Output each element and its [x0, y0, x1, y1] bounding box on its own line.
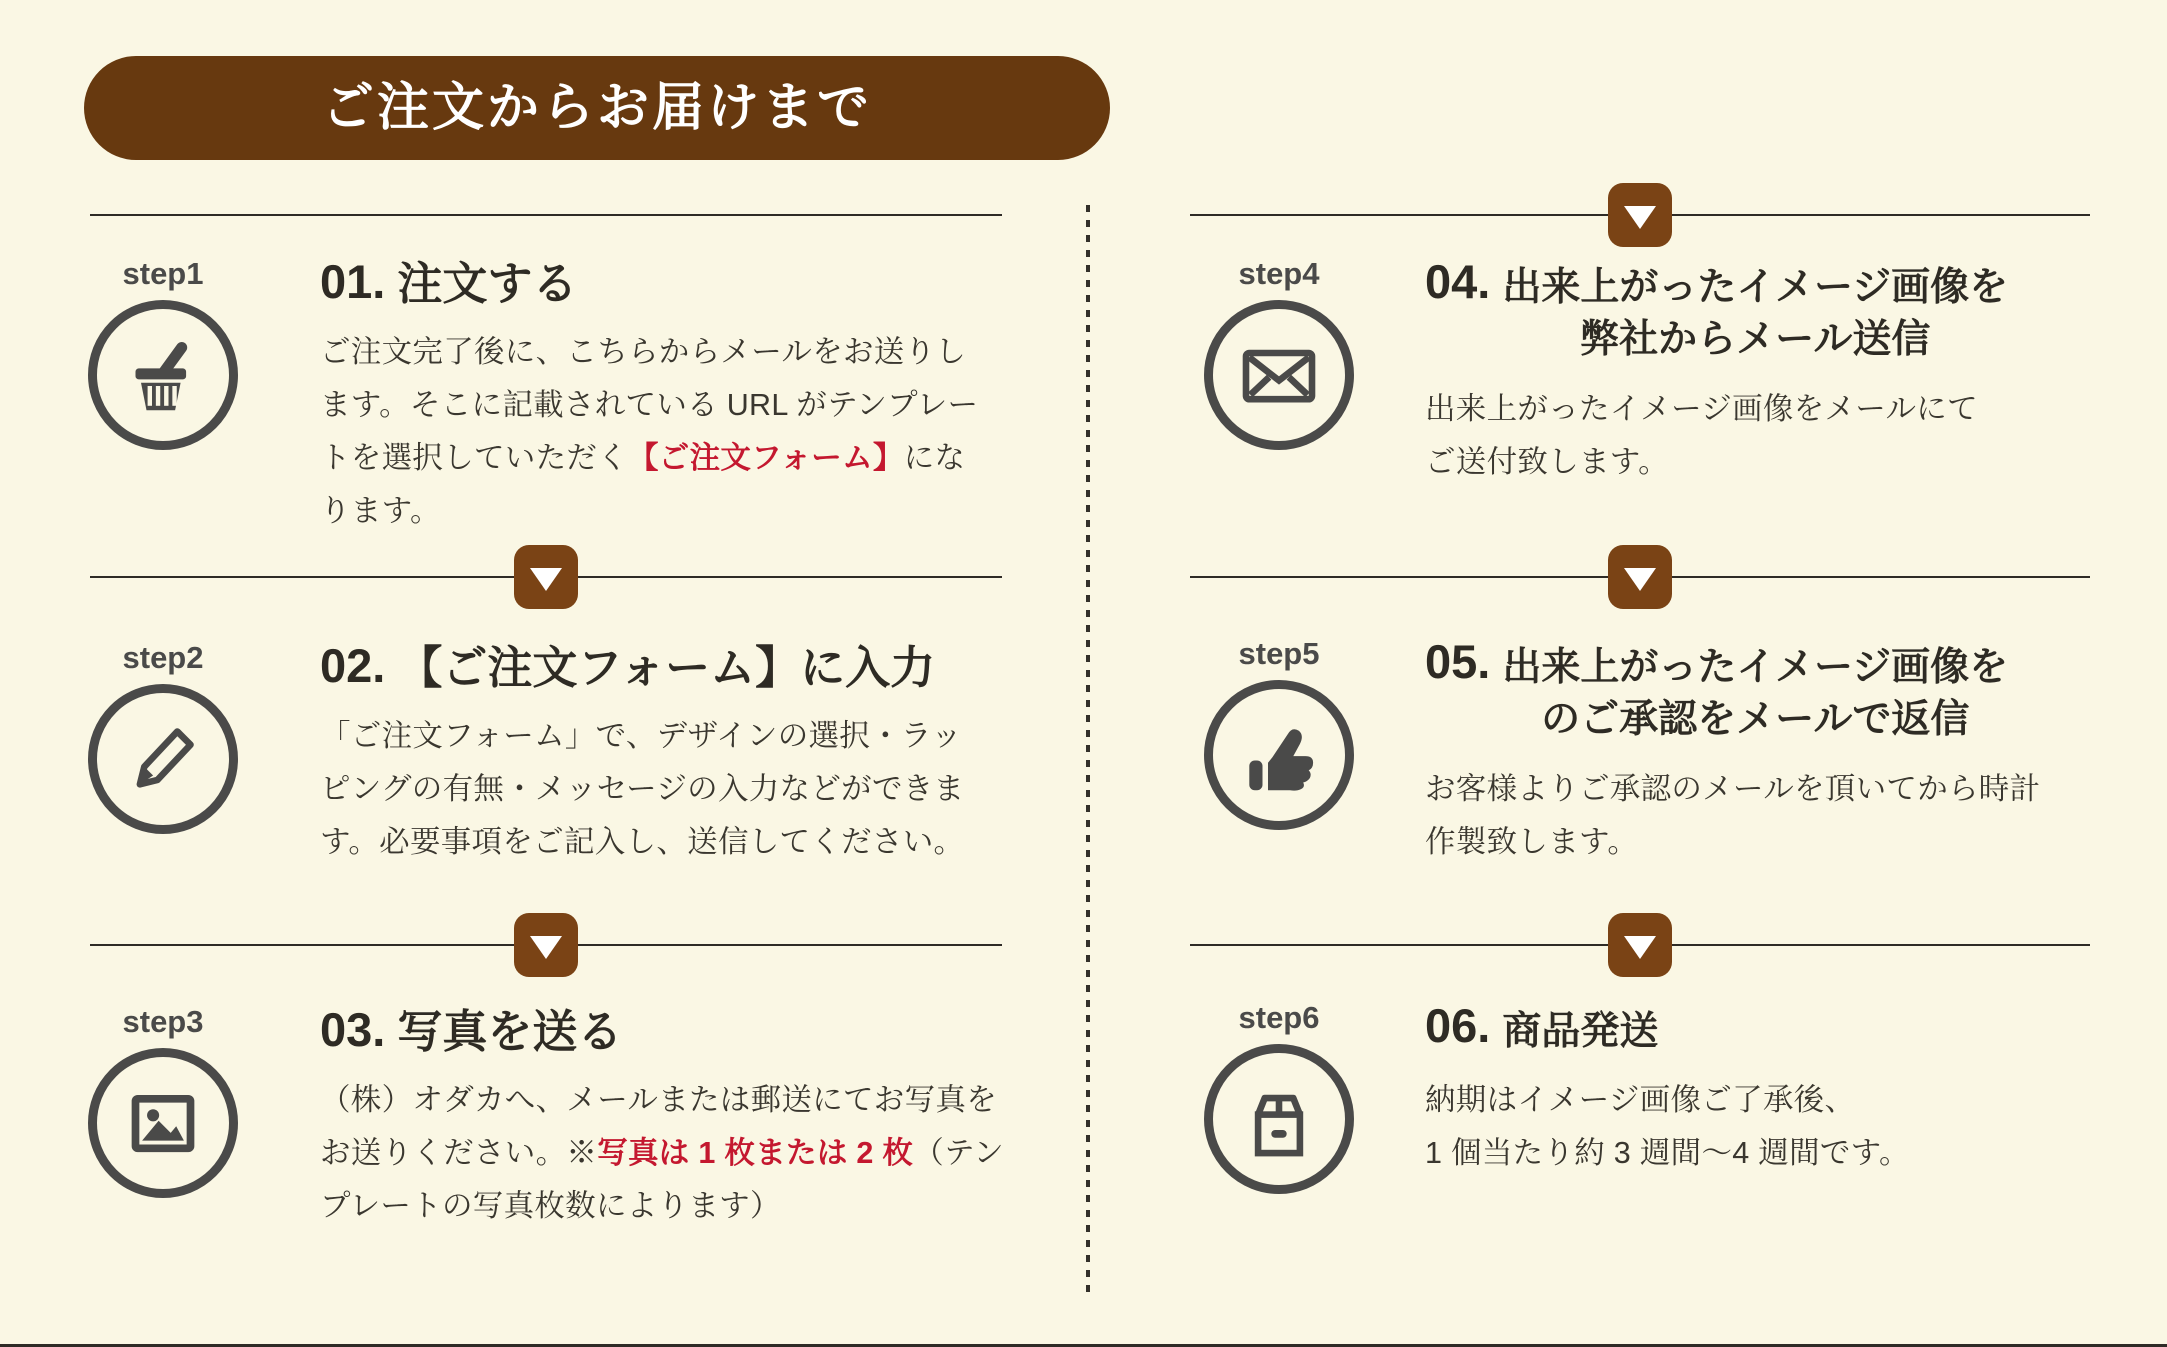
step-3-block: [88, 1004, 1020, 1233]
step-title-line1: 出来上がったイメージ画像を: [1502, 266, 2009, 309]
package-box-icon: [1204, 1044, 1354, 1194]
body-text: 納期はイメージ画像ご了承後、: [1425, 1083, 1856, 1118]
body-text: ります。: [320, 493, 441, 528]
step-label: step3: [122, 1004, 204, 1039]
pencil-icon: [88, 684, 238, 834]
step-label: step6: [1238, 1000, 1320, 1035]
step-number: 02.: [320, 639, 386, 692]
down-arrow-icon: [514, 913, 578, 977]
step-number: 01.: [320, 255, 386, 308]
body-text: お送りください。※: [320, 1135, 598, 1170]
step-2-block: [88, 640, 1020, 869]
step-number: 04.: [1425, 255, 1491, 308]
page-title: ご注文からお届けまで: [84, 56, 1110, 160]
step-1-content: [320, 256, 1020, 538]
step-title: [1502, 636, 2008, 747]
step-1-badge: [88, 256, 238, 450]
down-arrow-icon: [1608, 913, 1672, 977]
step-4-heading: [1425, 256, 2145, 367]
body-text: ピングの有無・メッセージの入力などができま: [320, 771, 965, 806]
step-4-body: [1425, 383, 2145, 489]
step-3-body: [320, 1074, 1020, 1233]
dotted-divider: [1086, 205, 1090, 1297]
step-label: step2: [122, 640, 204, 675]
body-text: 出来上がったイメージ画像をメールにて: [1425, 391, 1978, 426]
step-2-content: [320, 640, 1020, 869]
photo-icon: [88, 1048, 238, 1198]
step-title-line2: のご承認をメールで返信: [1541, 698, 1970, 742]
step-number: 05.: [1425, 635, 1491, 688]
down-arrow-icon: [1608, 545, 1672, 609]
thumbs-up-icon: [1204, 680, 1354, 830]
step-title: 【ご注文フォーム】に入力: [397, 642, 936, 693]
highlighted-text: 写真は 1 枚または 2 枚: [597, 1135, 914, 1170]
step-title: 写真を送る: [397, 1006, 623, 1057]
down-arrow-icon: [514, 545, 578, 609]
step-1-block: [88, 256, 1020, 538]
body-text: 1 個当たり約 3 週間〜4 週間です。: [1425, 1136, 1910, 1171]
step-number: 06.: [1425, 999, 1491, 1052]
step-6-block: [1204, 1000, 2145, 1194]
step-3-content: [320, 1004, 1020, 1233]
down-triangle: [530, 936, 562, 959]
body-text: 作製致します。: [1425, 824, 1639, 859]
highlighted-text: 【ご注文フォーム】: [628, 440, 904, 475]
step-2-body: [320, 710, 1020, 869]
step-4-content: [1425, 256, 2145, 489]
step-title-line2: 弊社からメール送信: [1580, 318, 1931, 362]
body-text: 「ご注文フォーム」で、デザインの選択・ラッ: [320, 718, 962, 753]
step-1-heading: [320, 256, 1020, 310]
step-6-badge: [1204, 1000, 1354, 1194]
step-label: step1: [122, 256, 204, 291]
step-3-heading: [320, 1004, 1020, 1058]
body-text: トを選択していただく: [320, 440, 628, 475]
step-4-badge: [1204, 256, 1354, 450]
step-3-badge: [88, 1004, 238, 1198]
body-text: プレートの写真枚数によります）: [320, 1188, 781, 1223]
step-label: step5: [1238, 636, 1320, 671]
step-6-content: [1425, 1000, 2145, 1180]
body-text: ご注文完了後に、こちらからメールをお送りし: [320, 334, 967, 369]
down-triangle: [1624, 206, 1656, 229]
step-5-badge: [1204, 636, 1354, 830]
divider-line: [90, 214, 1002, 216]
body-text: （株）オダカへ、メールまたは郵送にてお写真を: [320, 1082, 997, 1117]
step-title-line1: 出来上がったイメージ画像を: [1502, 646, 2009, 689]
step-number: 03.: [320, 1003, 386, 1056]
step-title: [1502, 256, 2008, 367]
body-text: ご送付致します。: [1425, 444, 1669, 479]
envelope-icon: [1204, 300, 1354, 450]
step-title: 注文する: [397, 258, 578, 309]
step-5-block: [1204, 636, 2145, 869]
step-5-body: [1425, 763, 2145, 869]
step-5-heading: [1425, 636, 2145, 747]
step-2-badge: [88, 640, 238, 834]
body-text: にな: [903, 440, 966, 475]
down-triangle: [1624, 568, 1656, 591]
step-5-content: [1425, 636, 2145, 869]
body-text: （テン: [913, 1135, 1005, 1170]
body-text: ます。そこに記載されている URL がテンプレー: [320, 387, 979, 422]
step-6-body: [1425, 1074, 2145, 1180]
down-triangle: [1624, 936, 1656, 959]
step-1-body: [320, 326, 1020, 538]
body-text: す。必要事項をご記入し、送信してください。: [320, 824, 965, 859]
step-title: 商品発送: [1502, 1010, 1659, 1053]
down-arrow-icon: [1608, 183, 1672, 247]
step-6-heading: [1425, 1000, 2145, 1058]
down-triangle: [530, 568, 562, 591]
step-label: step4: [1238, 256, 1320, 291]
step-4-block: [1204, 256, 2145, 489]
step-2-heading: [320, 640, 1020, 694]
body-text: お客様よりご承認のメールを頂いてから時計: [1425, 771, 2041, 806]
shopping-basket-pencil-icon: [88, 300, 238, 450]
